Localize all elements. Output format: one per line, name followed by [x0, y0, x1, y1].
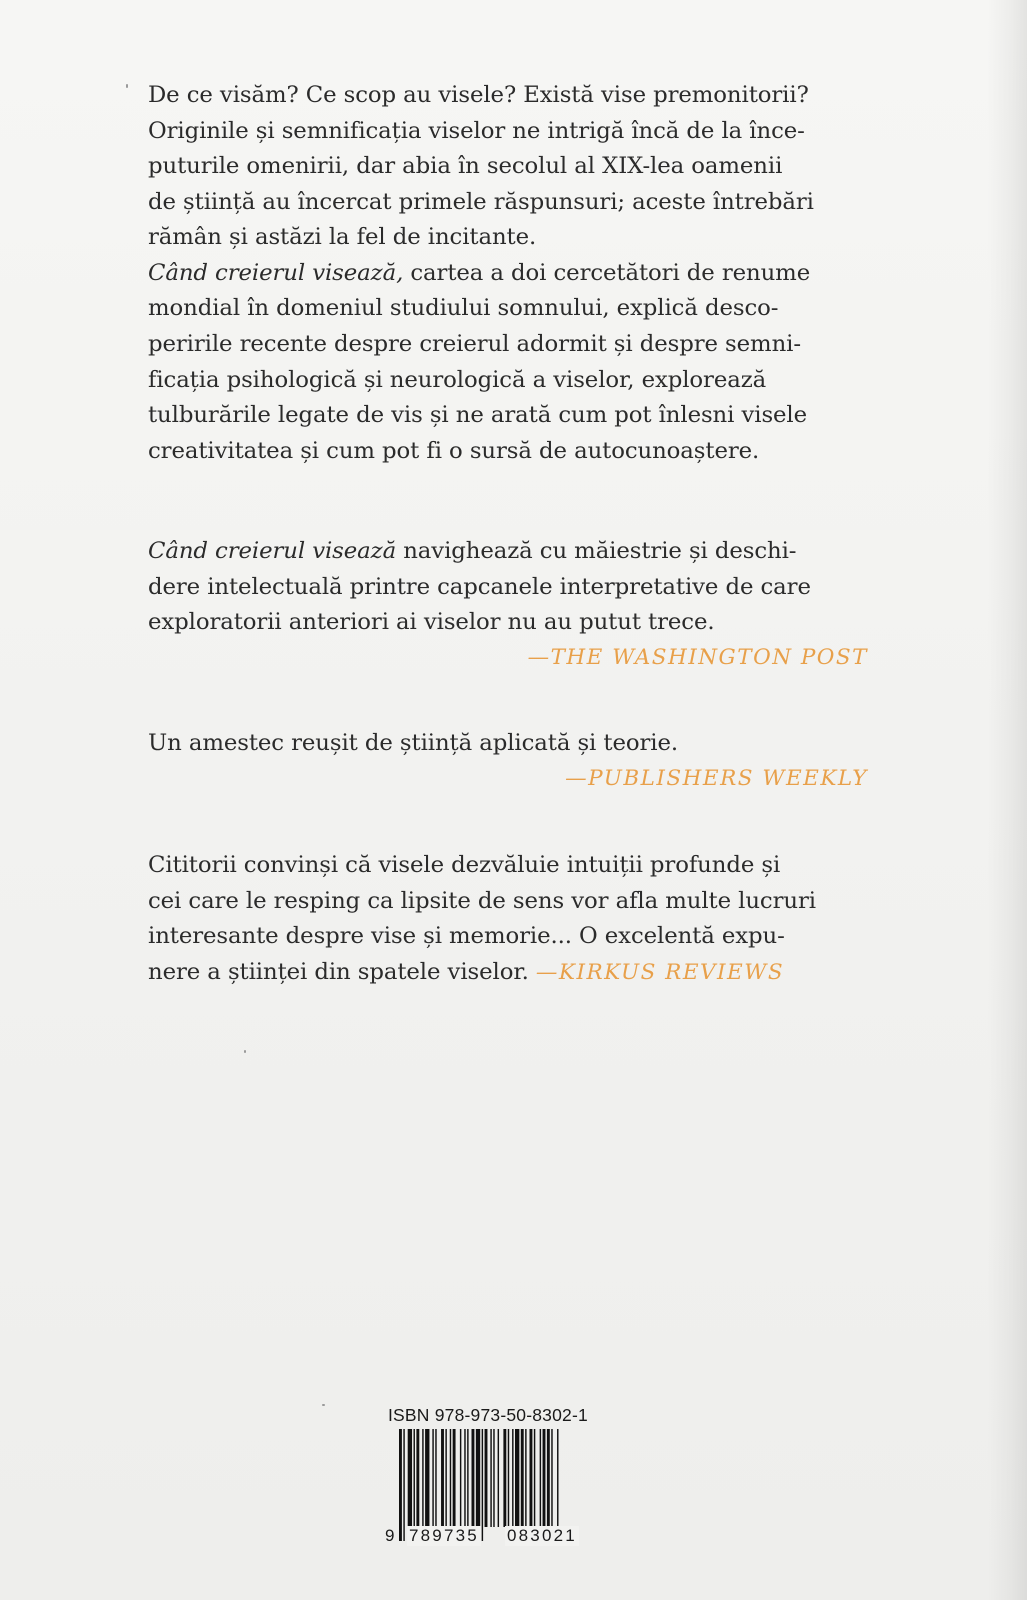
review-line: exploratorii anteriori ai viselor nu au putut trece. [148, 609, 715, 636]
barcode-bar [476, 1429, 480, 1527]
review-publishers-weekly [148, 726, 868, 795]
barcode-bar [414, 1429, 415, 1527]
barcode-bar [425, 1429, 429, 1527]
barcode-bar [408, 1429, 412, 1527]
review-line: Un amestec reușit de știință aplicată și teorie. [148, 730, 678, 756]
dust-speck [126, 84, 128, 88]
barcode-bar [543, 1429, 546, 1527]
review-line: interesante despre vise și memorie... O excelentă expu- [148, 923, 785, 950]
barcode-bar [557, 1429, 558, 1541]
barcode-bar [422, 1429, 423, 1527]
barcode-bar [503, 1429, 506, 1527]
barcode-bar [435, 1429, 436, 1527]
review-line: dere intelectuală printre capcanele interpretative de care [148, 573, 811, 600]
barcode-bar [498, 1429, 499, 1527]
barcode-bar [441, 1429, 444, 1527]
barcode-digits-left: 789735 [409, 1526, 479, 1545]
review-washington-post [148, 534, 868, 674]
barcode-bar [551, 1429, 552, 1527]
barcode-bar [467, 1429, 468, 1527]
barcode-bar [445, 1429, 446, 1527]
review-source: —PUBLISHERS WEEKLY [565, 765, 868, 791]
description-line: de știință au încercat primele răspunsuri; aceste întrebări [148, 188, 814, 215]
description-line: creativitatea și cum pot fi o sursă de autocunoaștere. [148, 437, 760, 464]
barcode-bar [416, 1429, 419, 1527]
barcode-digit-first: 9 [385, 1526, 395, 1545]
dust-speck [244, 1050, 246, 1053]
description-line: De ce visăm? Ce scop au visele? Există vise premonitorii? [148, 82, 809, 108]
barcode-bar [399, 1429, 402, 1541]
isbn-label: ISBN 978-973-50-8302-1 [388, 1405, 588, 1425]
review-line: cei care le resping ca lipsite de sens vor afla multe lucruri [148, 887, 816, 914]
barcode-bar [512, 1429, 513, 1527]
barcode-bar [515, 1429, 519, 1527]
review-source: —THE WASHINGTON POST [527, 644, 868, 670]
barcode-bar [490, 1429, 491, 1527]
barcode-bar [540, 1429, 541, 1527]
description-text: cartea a doi cercetători de renume [403, 259, 811, 286]
barcode-bar [530, 1429, 533, 1527]
barcode-bar [508, 1429, 509, 1527]
barcode-bar [482, 1429, 483, 1541]
review-line [148, 534, 868, 570]
barcode-bar [521, 1429, 524, 1527]
barcode-bars [385, 1429, 615, 1541]
barcode-bar [450, 1429, 451, 1527]
barcode-bar [432, 1429, 433, 1527]
review-line [148, 955, 868, 991]
review-text: navighează cu măiestrie și deschi- [396, 538, 797, 564]
barcode-bar [453, 1429, 456, 1527]
barcode-bar [547, 1429, 550, 1527]
review-line: Cititorii convinși că visele dezvăluie intuiții profunde și [148, 852, 781, 878]
book-description [148, 78, 868, 469]
description-line: peririle recente despre creierul adormit și despre semni- [148, 330, 801, 357]
barcode-bar [460, 1429, 461, 1527]
review-text: nere a științei din spatele viselor. [148, 958, 536, 985]
review-source: —KIRKUS REVIEWS [535, 959, 785, 985]
page-edge-shadow [987, 0, 1027, 1600]
review-kirkus [148, 848, 868, 990]
book-title: Când creierul visează, [148, 259, 404, 286]
description-line: puturile omenirii, dar abia în secolul al XIX-lea oamenii [148, 153, 783, 180]
description-line [148, 256, 868, 292]
barcode-bar [534, 1429, 535, 1527]
isbn-barcode [385, 1405, 615, 1545]
description-line: mondial în domeniul studiului somnului, explică desco- [148, 295, 779, 322]
description-line: Originile și semnificația viselor ne intrigă încă de la înce- [148, 117, 805, 144]
barcode-bar [464, 1429, 465, 1527]
description-line: ficația psihologică și neurologică a viselor, explorează [148, 366, 767, 393]
barcode-bar [485, 1429, 488, 1527]
description-line: tulburările legate de vis și ne arată cum pot înlesni visele [148, 402, 808, 429]
barcode-digits-right: 083021 [507, 1526, 577, 1545]
description-line: rămân și astăzi la fel de incitante. [148, 224, 537, 251]
book-title: Când creierul visează [148, 538, 397, 564]
barcode-bar [525, 1429, 526, 1527]
dust-speck [322, 1404, 325, 1406]
barcode-bar [403, 1429, 404, 1541]
barcode-bar [493, 1429, 494, 1527]
barcode-bar [472, 1429, 475, 1527]
